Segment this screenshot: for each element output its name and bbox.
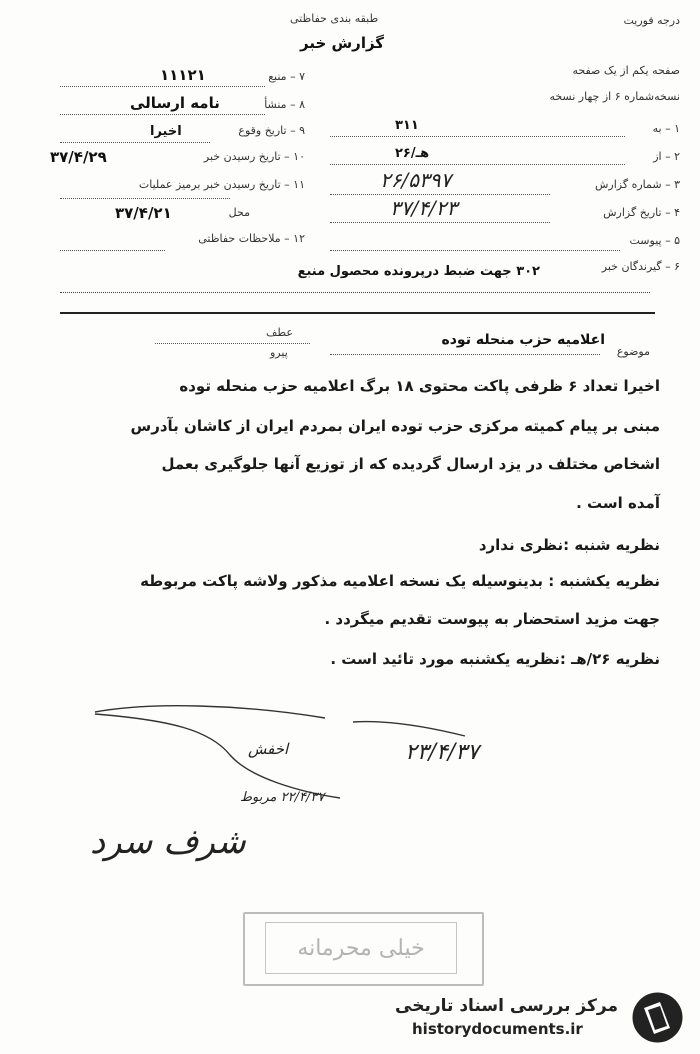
body-line: آمده است . xyxy=(576,494,660,512)
copy-line: نسخه‌شماره ۶ از چهار نسخه xyxy=(549,90,680,103)
field-label-received-date: ۱۰ – تاریخ رسیدن خبر xyxy=(203,150,305,163)
field-value-report-number: ۲۶/۵۳۹۷ xyxy=(380,168,452,192)
field-label-recipients: ۶ – گیرندگان خبر xyxy=(601,260,680,273)
archive-logo-icon xyxy=(630,990,685,1045)
opinion-line: جهت مزید استحضار به پیوست تقدیم میگردد . xyxy=(324,610,660,628)
field-label-source: ۷ – منبع xyxy=(268,70,305,83)
field-value-received-date: ۳۷/۴/۲۹ xyxy=(50,148,107,166)
form-title: گزارش خبر xyxy=(300,34,385,52)
subject-value: اعلامیه حزب منحله توده xyxy=(441,332,605,348)
field-label-report-number: ۳ – شماره گزارش xyxy=(594,178,680,191)
field-value-source: ۱۱۱۲۱ xyxy=(160,66,206,84)
field-label-security-notes: ۱۲ – ملاحظات حفاظتی xyxy=(198,232,305,245)
page-line: صفحه یکم از یک صفحه xyxy=(572,64,680,77)
classification-label: طبقه بندی حفاظتی xyxy=(290,12,379,25)
priority-label: درجه فوریت xyxy=(623,14,680,27)
field-value-origin: نامه ارسالی xyxy=(130,94,220,112)
body-line: اشخاص مختلف در یزد ارسال گردیده که از توزیع آنها جلوگیری بعمل xyxy=(161,455,660,473)
reference-atf-label: عطف xyxy=(266,326,293,339)
stamp-text: خیلی محرمانه xyxy=(265,922,457,974)
confidential-stamp xyxy=(243,912,484,986)
field-label-report-date: ۴ – تاریخ گزارش xyxy=(603,206,680,219)
signature-name-2: شرف سرد xyxy=(90,822,246,862)
reference-peyro-label: پیرو xyxy=(270,346,288,359)
field-label-origin: ۸ – منشأ xyxy=(264,98,305,111)
signature-name-1: اخفش xyxy=(248,740,289,758)
header-divider xyxy=(60,312,655,314)
field-value-report-date: ۳۷/۴/۲۳ xyxy=(390,196,458,220)
handwritten-date-2: ۲۳/۴/۳۷ xyxy=(405,740,479,765)
body-line: مبنی بر پیام کمیته مرکزی حزب توده ایران بمردم ایران از کاشان بآدرس xyxy=(130,417,660,435)
field-value-recipients: ۳۰۲ جهت ضبط درپرونده محصول منبع xyxy=(297,264,540,279)
field-value-occurrence-date: اخیرا xyxy=(150,124,182,139)
field-label-occurrence-date: ۹ – تاریخ وقوع xyxy=(238,124,305,137)
field-label-to: ۱ – به xyxy=(652,122,680,135)
footer-org-name: مرکز بررسی اسناد تاریخی xyxy=(395,996,618,1016)
field-label-attachment: ۵ – پیوست xyxy=(629,234,680,247)
subject-label: موضوع xyxy=(616,345,650,358)
field-label-location: محل xyxy=(228,206,250,219)
field-label-ops-desk-date: ۱۱ – تاریخ رسیدن خبر برمیز عملیات xyxy=(138,178,305,191)
opinion-line: نظریه ۲۶/هـ :نظریه یکشنبه مورد تائید است . xyxy=(330,650,660,668)
field-label-from: ۲ – از xyxy=(653,150,680,163)
body-line: اخیرا تعداد ۶ ظرفی پاکت محتوی ۱۸ برگ اعلامیه حزب منحله توده xyxy=(179,377,660,395)
field-value-to: ۳۱۱ xyxy=(395,118,419,133)
handwritten-date-1: ۲۲/۴/۳۷ مربوط xyxy=(240,790,325,805)
opinion-line: نظریه یکشنبه : بدینوسیله یک نسخه اعلامیه مذکور ولاشه پاکت مربوطه xyxy=(140,572,660,590)
opinion-line: نظریه شنبه :نظری ندارد xyxy=(478,536,660,554)
field-value-from: ۲۶/هـ xyxy=(395,146,430,161)
field-value-location: ۳۷/۴/۲۱ xyxy=(115,204,172,222)
footer-website: historydocuments.ir xyxy=(412,1020,583,1038)
